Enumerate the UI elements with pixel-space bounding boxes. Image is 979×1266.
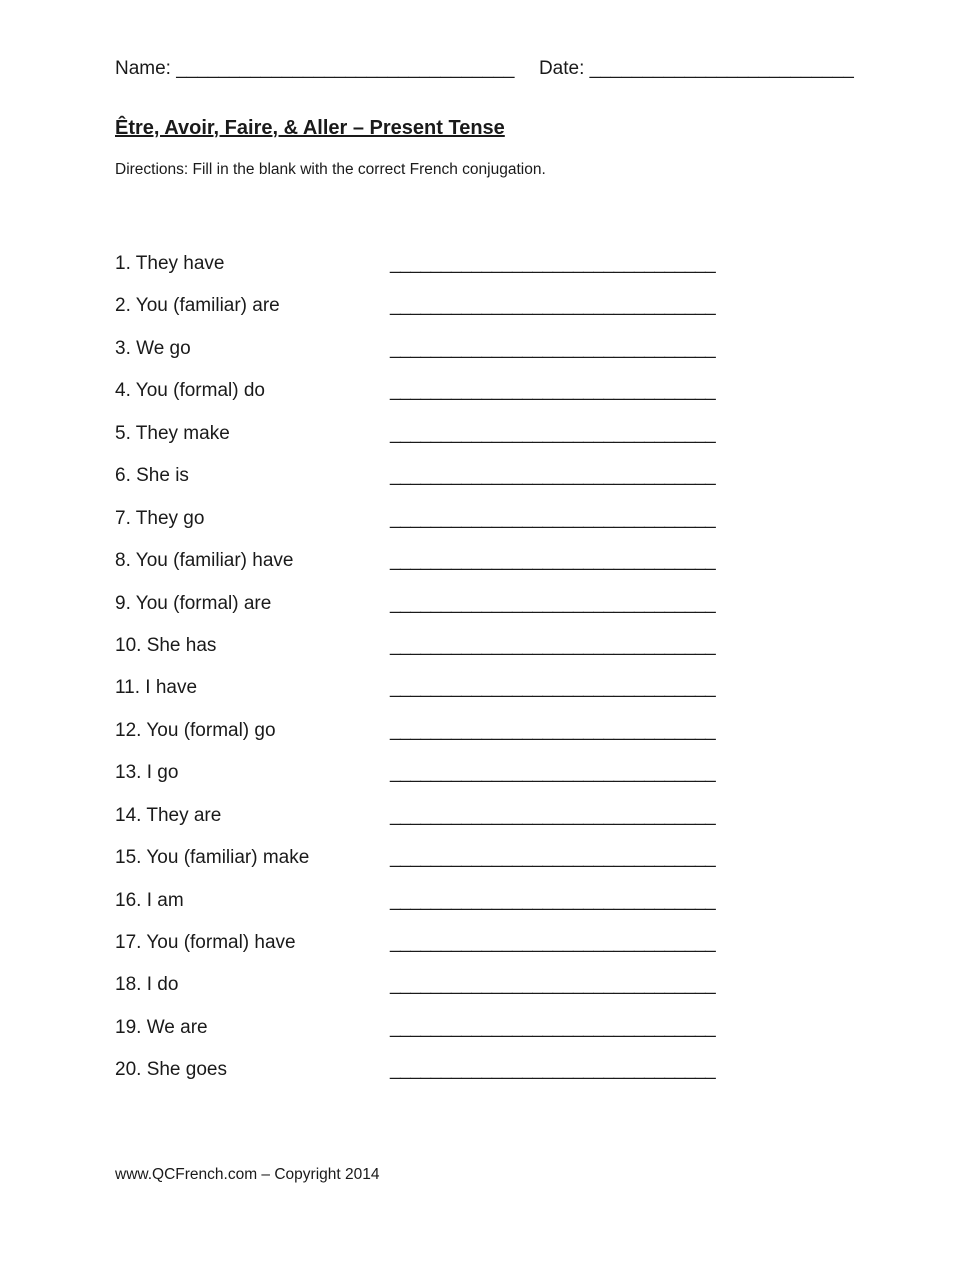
answer-blank[interactable]: ________________________________	[390, 804, 716, 826]
question-prompt: 8. You (familiar) have	[115, 550, 294, 572]
question-row	[115, 720, 815, 762]
answer-blank[interactable]: ________________________________	[390, 932, 716, 953]
question-row	[115, 890, 815, 932]
question-row	[115, 762, 815, 804]
question-prompt: 14. They are	[115, 804, 222, 826]
answer-blank[interactable]: ________________________________	[390, 592, 716, 614]
question-prompt: 7. They go	[115, 507, 205, 529]
question-row	[115, 295, 815, 337]
question-prompt: 17. You (formal) have	[115, 932, 296, 953]
question-prompt: 2. You (familiar) are	[115, 295, 280, 317]
answer-blank[interactable]: ________________________________	[390, 422, 716, 444]
date-field[interactable]: _________________________	[589, 58, 854, 79]
question-prompt: 10. She has	[115, 634, 217, 656]
answer-blank[interactable]: ________________________________	[390, 974, 716, 996]
question-prompt: 4. You (formal) do	[115, 380, 265, 402]
question-row	[115, 550, 815, 592]
worksheet-title: Être, Avoir, Faire, & Aller – Present Tense	[115, 117, 505, 139]
question-prompt: 5. They make	[115, 422, 230, 444]
answer-blank[interactable]: ________________________________	[390, 1059, 716, 1081]
question-prompt: 9. You (formal) are	[115, 592, 272, 614]
answer-blank[interactable]: ________________________________	[390, 677, 716, 699]
question-row	[115, 338, 815, 380]
name-label: Name:	[115, 58, 171, 79]
footer-copyright: www.QCFrench.com – Copyright 2014	[115, 1166, 380, 1183]
answer-blank[interactable]: ________________________________	[390, 507, 716, 529]
directions-text: Directions: Fill in the blank with the correct French conjugation.	[115, 161, 546, 178]
answer-blank[interactable]: ________________________________	[390, 634, 716, 656]
answer-blank[interactable]: ________________________________	[390, 889, 716, 911]
question-prompt: 6. She is	[115, 465, 189, 487]
question-row	[115, 974, 815, 1016]
name-field[interactable]: ________________________________	[176, 58, 515, 79]
question-prompt: 20. She goes	[115, 1059, 227, 1081]
date-label: Date:	[538, 58, 585, 79]
question-row	[115, 635, 815, 677]
question-prompt: 13. I go	[115, 762, 179, 784]
question-row	[115, 677, 815, 719]
answer-blank[interactable]: ________________________________	[390, 762, 716, 784]
answer-blank[interactable]: ________________________________	[390, 550, 716, 572]
answer-blank[interactable]: ________________________________	[390, 295, 716, 317]
question-row	[115, 1017, 815, 1059]
question-row	[115, 593, 815, 635]
question-prompt: 15. You (familiar) make	[115, 847, 310, 869]
question-row	[115, 1059, 815, 1101]
header-line	[115, 58, 854, 80]
question-row	[115, 932, 815, 974]
question-row	[115, 508, 815, 550]
question-prompt: 3. We go	[115, 337, 191, 359]
question-row	[115, 847, 815, 889]
question-prompt: 19. We are	[115, 1016, 208, 1038]
question-prompt: 11. I have	[115, 677, 198, 699]
question-prompt: 18. I do	[115, 974, 179, 996]
answer-blank[interactable]: ________________________________	[390, 1016, 716, 1038]
question-row	[115, 805, 815, 847]
question-row	[115, 423, 815, 465]
answer-blank[interactable]: ________________________________	[390, 847, 716, 869]
question-row	[115, 253, 815, 295]
answer-blank[interactable]: ________________________________	[390, 465, 716, 487]
question-prompt: 12. You (formal) go	[115, 719, 276, 741]
question-list	[115, 253, 815, 1102]
question-prompt: 1. They have	[115, 253, 225, 274]
question-row	[115, 380, 815, 422]
answer-blank[interactable]: ________________________________	[390, 719, 716, 741]
answer-blank[interactable]: ________________________________	[390, 337, 716, 359]
question-prompt: 16. I am	[115, 889, 184, 911]
answer-blank[interactable]: ________________________________	[390, 253, 716, 274]
question-row	[115, 465, 815, 507]
answer-blank[interactable]: ________________________________	[390, 380, 716, 402]
